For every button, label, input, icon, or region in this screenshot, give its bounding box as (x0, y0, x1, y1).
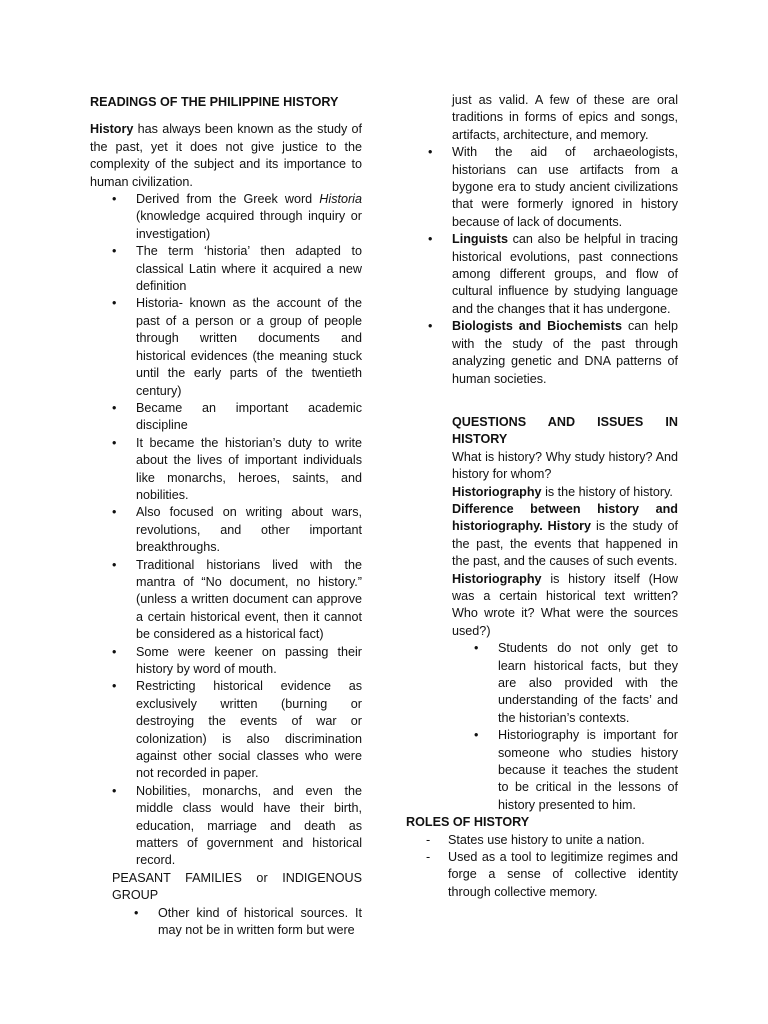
list-item: • Became an important academic discipline (90, 400, 362, 435)
list-item: - States use history to unite a nation. (406, 832, 678, 849)
historiography-def (452, 484, 678, 501)
history-bullets (90, 191, 362, 870)
bold-term: Linguists (452, 232, 508, 247)
intro-paragraph (90, 121, 362, 191)
historiography-itself (452, 571, 678, 641)
questions-heading: QUESTIONS AND ISSUES IN HISTORY (452, 414, 678, 447)
list-item: • Restricting historical evidence as exclusively written (burning or destroying the events of war or colonization) is also discrimination against other social classes who were not recorded in paper. (90, 678, 362, 782)
questions-section (406, 414, 678, 640)
bold-term: Historiography (452, 571, 542, 586)
bold-term: Difference between history and historiography. (452, 501, 678, 534)
bold-term: Historiography (452, 484, 542, 499)
list-item: • Some were keener on passing their history by word of mouth. (90, 644, 362, 679)
list-item: • With the aid of archaeologists, historians can use artifacts from a bygone era to study ancient civilizations that were formerly ignored in history because of lack of documents. (406, 144, 678, 231)
list-item: • Also focused on writing about wars, revolutions, and other important breakthroughs. (90, 504, 362, 556)
bullet-text: Derived from the Greek word (136, 192, 320, 207)
bullet-text: (knowledge acquired through inquiry or investigation) (136, 209, 362, 241)
left-column (90, 94, 362, 940)
difference-paragraph (452, 501, 678, 571)
bullet-text: can help with the study of the past through analyzing genetic and DNA patterns of human societies. (452, 319, 678, 386)
list-item (90, 191, 362, 243)
roles-heading: ROLES OF HISTORY (406, 815, 530, 830)
questions-text: What is history? Why study history? And history for whom? (452, 449, 678, 482)
intro-text: has always been known as the study of the past, yet it does not give justice to the complexity of the subject and its importance to human civilization. (90, 122, 362, 189)
paragraph-text: is history itself (How was a certain historical text written? Who wrote it? What were the sources used?) (452, 571, 678, 638)
intro-term: History (90, 122, 134, 137)
bullet-text: can also be helpful in tracing historical evolutions, past connections among different groups, and flow of cultural influence by studying language and the changes that it has undergone. (452, 232, 678, 316)
list-item: • Traditional historians lived with the mantra of “No document, no history.” (unless a written document can approve a certain historical event, then it cannot be considered as a historical fact) (90, 557, 362, 644)
peasant-heading: PEASANT FAMILIES or INDIGENOUS GROUP (112, 870, 362, 903)
document-title: READINGS OF THE PHILIPPINE HISTORY (90, 95, 339, 109)
roles-list (406, 832, 678, 902)
bold-term: History (542, 519, 592, 534)
bold-term: Biologists and Biochemists (452, 319, 623, 334)
paragraph-text: is the study of the past, the events that happened in the past, and the causes of such events. (452, 519, 679, 569)
right-column (406, 92, 678, 901)
historia-word: Historia (319, 192, 362, 207)
list-item: • Nobilities, monarchs, and even the middle class would have their birth, education, marriage and death as matters of government and historical record. (90, 783, 362, 870)
sources-bullets (406, 144, 678, 388)
list-item: • It became the historian’s duty to write about the lives of important individuals like monarchs, heroes, saints, and nobilities. (90, 435, 362, 505)
paragraph-text: is the history of history. (541, 484, 673, 499)
list-item: • The term ‘historia’ then adapted to classical Latin where it acquired a new definition (90, 243, 362, 295)
list-item: • Historia- known as the account of the past of a person or a group of people through written documents and historical evidences (the meaning stuck until the early parts of the twentieth century) (90, 295, 362, 399)
list-item: • Other kind of historical sources. It may not be in written form but were (90, 905, 362, 940)
list-item: • Historiography is important for someone who studies history because it teaches the student to be critical in the lessons of history presented to him. (406, 727, 678, 814)
historiography-bullets (406, 640, 678, 814)
list-item: - Used as a tool to legitimize regimes and forge a sense of collective identity through collective memory. (406, 849, 678, 901)
peasant-bullets (90, 905, 362, 940)
list-item (406, 318, 678, 388)
continued-text: just as valid. A few of these are oral traditions in forms of epics and songs, artifacts, architecture, and memory. (452, 93, 678, 142)
list-item (406, 231, 678, 318)
list-item: • Students do not only get to learn historical facts, but they are also provided with the understanding of the facts’ and the historian’s contexts. (406, 640, 678, 727)
